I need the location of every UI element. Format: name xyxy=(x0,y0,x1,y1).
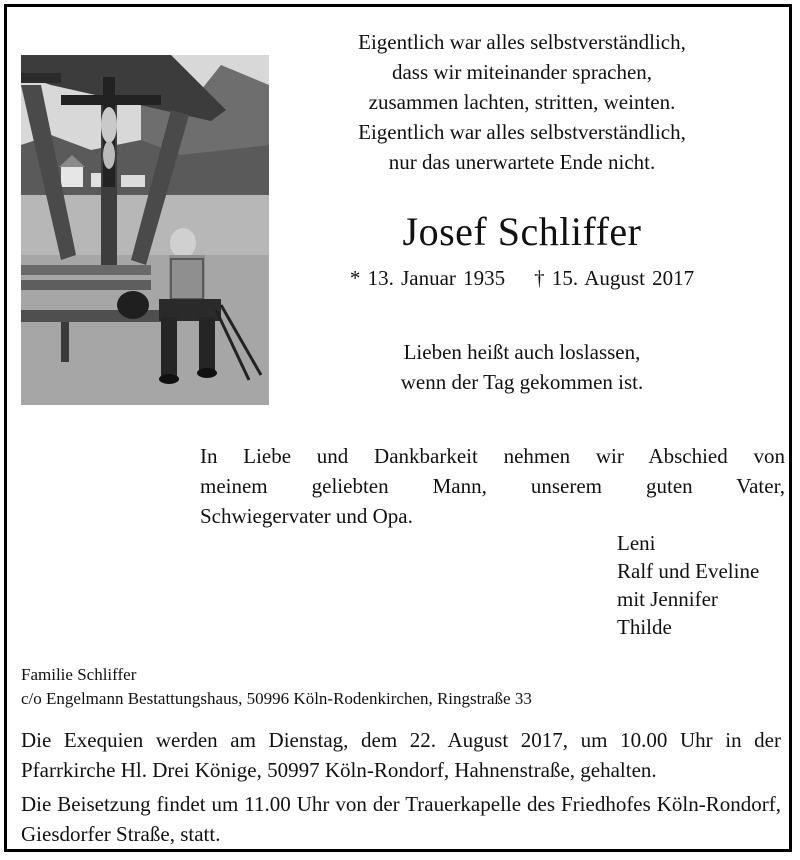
quote-line: wenn der Tag gekommen ist. xyxy=(400,370,644,394)
burial-text: Die Beisetzung findet um 11.00 Uhr von der Trauerkapelle des Friedhofes Köln-Rondorf, Giesdorfer Straße, statt. xyxy=(21,792,781,846)
farewell-line: meinem geliebten Mann, unserem guten Vater, xyxy=(200,474,785,498)
contact-block xyxy=(21,663,781,711)
poem-line: Eigentlich war alles selbstverständlich, xyxy=(358,30,686,54)
poem-line: dass wir miteinander sprachen, xyxy=(391,60,653,84)
quote xyxy=(297,337,747,397)
deceased-name: Josef Schliffer xyxy=(402,209,642,254)
contact-address: c/o Engelmann Bestattungshaus, 50996 Köln-Rodenkirchen, Ringstraße 33 xyxy=(21,689,532,708)
quote-line: Lieben heißt auch loslassen, xyxy=(403,340,641,364)
signer: Leni xyxy=(617,531,656,555)
farewell-text xyxy=(200,441,785,531)
signer: mit Jennifer xyxy=(617,587,718,611)
service-info xyxy=(21,725,781,853)
poem-line: Eigentlich war alles selbstverständlich, xyxy=(358,120,686,144)
birth-date: * 13. Januar 1935 xyxy=(349,266,506,290)
poem-line: nur das unerwartete Ende nicht. xyxy=(388,150,656,174)
signers-list xyxy=(617,529,797,641)
life-dates xyxy=(297,263,747,293)
poem xyxy=(297,27,747,177)
family-name: Familie Schliffer xyxy=(21,665,137,684)
portrait-photo xyxy=(21,55,269,405)
farewell-line: Schwiegervater und Opa. xyxy=(200,504,413,528)
exequien-text: Die Exequien werden am Dienstag, dem 22. August 2017, um 10.00 Uhr in der Pfarrkirche Hl. Drei Könige, 50997 Köln-Rondorf, Hahnenstraße, gehalten. xyxy=(21,728,781,782)
obituary-notice xyxy=(4,4,792,852)
signer: Ralf und Eveline xyxy=(617,559,760,583)
poem-line: zusammen lachten, stritten, weinten. xyxy=(368,90,676,114)
farewell-line: In Liebe und Dankbarkeit nehmen wir Abschied von xyxy=(200,444,785,468)
death-date: † 15. August 2017 xyxy=(534,266,695,290)
signer: Thilde xyxy=(617,615,672,639)
